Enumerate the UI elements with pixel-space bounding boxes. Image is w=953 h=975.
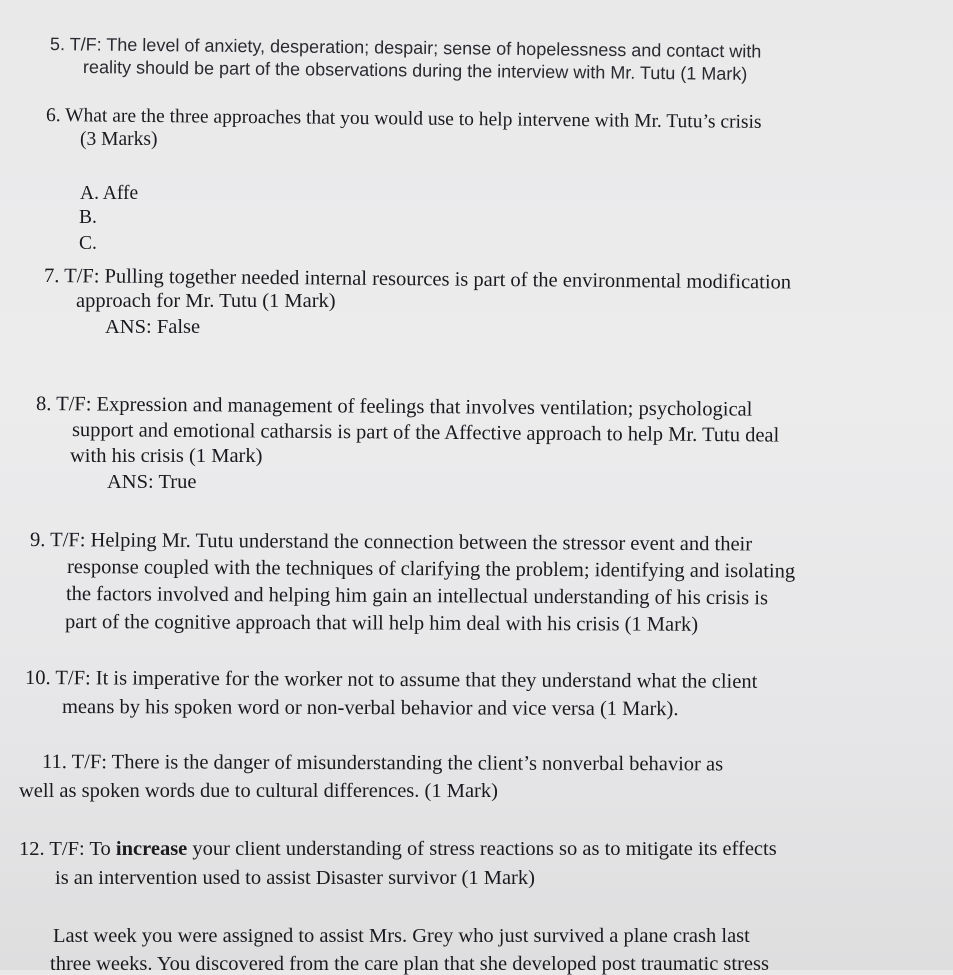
scenario-line-1: Last week you were assigned to assist Mrs. Grey who just survived a plane crash last xyxy=(53,925,750,947)
q9-line-3: the factors involved and helping him gain an intellectual understanding of his crisis is xyxy=(65,583,769,610)
q12-line-2: is an intervention used to assist Disaster survivor (1 Mark) xyxy=(55,867,535,889)
q8-line-3: with his crisis (1 Mark) xyxy=(70,445,263,467)
q6-option-a: A. Affe xyxy=(80,183,139,204)
q8-line-1: 8. T/F: Expression and management of feelings that involves ventilation; psychological xyxy=(35,393,753,421)
q9-line-4: part of the cognitive approach that will help him deal with his crisis (1 Mark) xyxy=(64,611,699,636)
q7-line-2: approach for Mr. Tutu (1 Mark) xyxy=(76,290,336,312)
q5-line-2: reality should be part of the observations during the interview with Mr. Tutu (1 Mark) xyxy=(82,57,748,84)
q7-line-1: 7. T/F: Pulling together needed internal resources is part of the environmental modification xyxy=(43,265,792,294)
q6-line-2: (3 Marks) xyxy=(80,129,158,150)
q6-option-c: C. xyxy=(79,233,97,254)
q6-option-b: B. xyxy=(79,207,97,228)
q11-line-2: well as spoken words due to cultural differences. (1 Mark) xyxy=(19,780,498,802)
scenario-line-2: three weeks. You discovered from the care plan that she developed post traumatic stress xyxy=(50,953,769,975)
q5-line-1: 5. T/F: The level of anxiety, desperation; despair; sense of hopelessness and contact with xyxy=(49,34,762,62)
q8-line-2: support and emotional catharsis is part of the Affective approach to help Mr. Tutu deal xyxy=(71,419,780,447)
q12-line-1: 12. T/F: To increase your client understanding of stress reactions so as to mitigate its effects xyxy=(19,838,777,860)
q6-line-1: 6. What are the three approaches that you would use to help intervene with Mr. Tutu’s crisis xyxy=(45,105,762,133)
emphasized-word: increase xyxy=(115,838,188,860)
q11-line-1: 11. T/F: There is the danger of misunderstanding the client’s nonverbal behavior as xyxy=(41,751,724,776)
q9-line-2: response coupled with the techniques of clarifying the problem; identifying and isolating xyxy=(66,556,796,583)
q10-line-2: means by his spoken word or non-verbal behavior and vice versa (1 Mark). xyxy=(61,696,679,721)
q10-line-1: 10. T/F: It is imperative for the worker not to assume that they understand what the client xyxy=(24,667,758,693)
q7-answer: ANS: False xyxy=(105,316,201,338)
q8-answer: ANS: True xyxy=(107,471,197,493)
q9-line-1: 9. T/F: Helping Mr. Tutu understand the connection between the stressor event and their xyxy=(29,529,753,556)
